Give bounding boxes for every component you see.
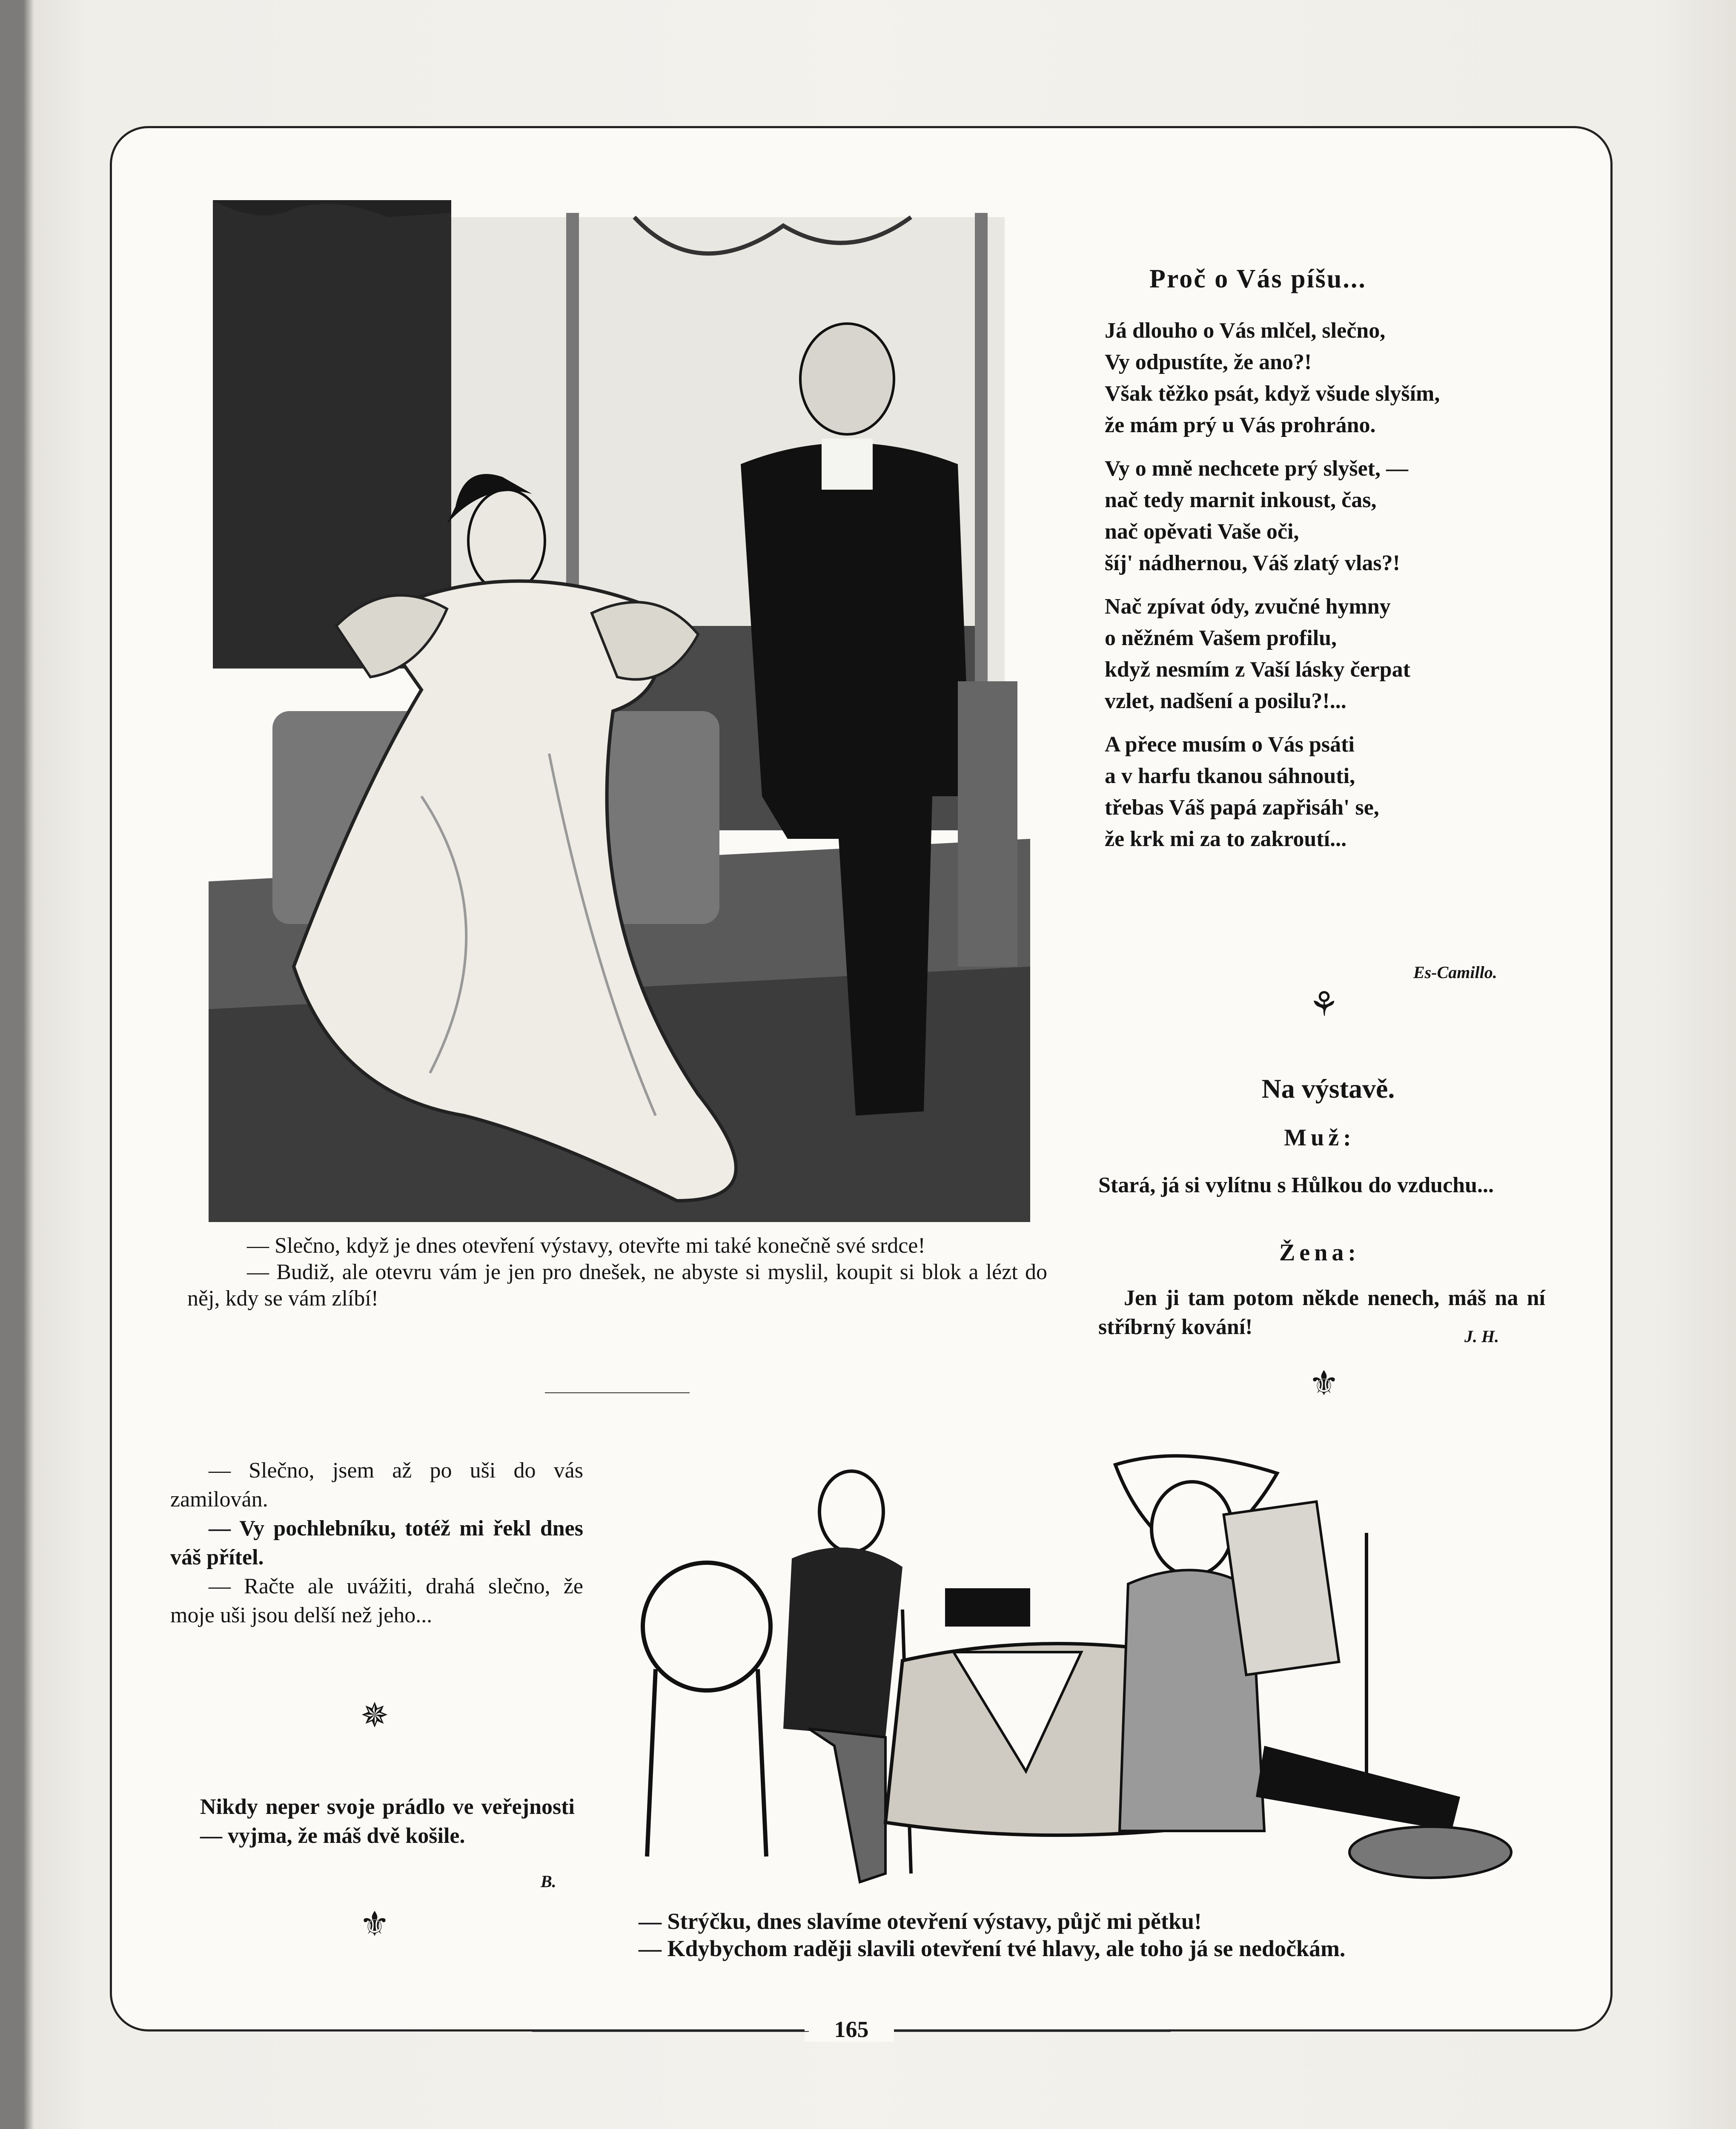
poem-title: Proč o Vás píšu... bbox=[1149, 264, 1366, 293]
top-caption-line2: — Budiž, ale otevru vám je jen pro dnešek, ne abyste si myslil, koupit si blok a lézt do něj, kdy se vám zlíbí! bbox=[187, 1260, 1047, 1311]
ornament-icon-3: ✵ bbox=[360, 1697, 389, 1735]
poem-line: když nesmím z Vaší lásky čerpat bbox=[1105, 657, 1410, 682]
poem-body bbox=[1105, 315, 1552, 867]
poem-line: Však těžko psát, když všude slyším, bbox=[1105, 382, 1440, 406]
vystava-speaker-man: Muž: bbox=[1284, 1125, 1355, 1151]
poem-line: Já dlouho o Vás mlčel, slečno, bbox=[1105, 318, 1386, 343]
salon-illustration bbox=[209, 200, 1030, 1222]
cafe-illustration bbox=[630, 1448, 1524, 1908]
poem-line: že krk mi za to zakroutí... bbox=[1105, 827, 1347, 851]
page-rule-right bbox=[894, 2031, 1171, 2032]
bottom-caption-line1: — Strýčku, dnes slavíme otevření výstavy, půjč mi pětku! bbox=[639, 1908, 1202, 1934]
left-joke bbox=[170, 1456, 583, 1630]
poem-author: Es-Camillo. bbox=[1413, 963, 1497, 982]
poem-line: Nač zpívat ódy, zvučné hymny bbox=[1105, 594, 1391, 619]
poem-line: že mám prý u Vás prohráno. bbox=[1105, 413, 1376, 437]
ornament-icon-1: ⚘ bbox=[1309, 986, 1339, 1024]
poem-line: nač tedy marnit inkoust, čas, bbox=[1105, 488, 1377, 512]
aphorism-author: B. bbox=[541, 1872, 556, 1891]
poem-stanza-3 bbox=[1105, 591, 1552, 717]
poem-line: o něžném Vašem profilu, bbox=[1105, 626, 1337, 650]
bottom-caption-line2: — Kdybychom raději slavili otevření tvé hlavy, ale toho já se nedočkám. bbox=[639, 1936, 1346, 1961]
poem-line: a v harfu tkanou sáhnouti, bbox=[1105, 764, 1355, 788]
page-rule-left bbox=[532, 2031, 809, 2032]
page-number: 165 bbox=[834, 2017, 869, 2042]
poem-stanza-4 bbox=[1105, 729, 1552, 855]
poem-stanza-2 bbox=[1105, 453, 1552, 579]
top-caption bbox=[187, 1233, 1047, 1312]
left-joke-line3: — Račte ale uvážiti, drahá slečno, že moje uši jsou delší než jeho... bbox=[170, 1574, 583, 1627]
poem-line: nač opěvati Vaše oči, bbox=[1105, 519, 1299, 544]
vystava-speaker-woman: Žena: bbox=[1279, 1240, 1360, 1266]
poem-line: A přece musím o Vás psáti bbox=[1105, 732, 1355, 757]
bottom-caption bbox=[639, 1908, 1537, 1962]
poem-line: Vy o mně nechcete prý slyšet, — bbox=[1105, 456, 1408, 481]
left-joke-line2: — Vy pochlebníku, totéž mi řekl dnes váš přítel. bbox=[170, 1516, 583, 1569]
left-joke-line1: — Slečno, jsem až po uši do vás zamilován. bbox=[170, 1458, 583, 1512]
poem-line: vzlet, nadšení a posilu?!... bbox=[1105, 689, 1346, 713]
vystava-title: Na výstavě. bbox=[1261, 1073, 1395, 1104]
ornament-icon-4: ⚜ bbox=[359, 1906, 390, 1943]
poem-line: šíj' nádhernou, Váš zlatý vlas?! bbox=[1105, 551, 1400, 575]
vystava-text-woman: Jen ji tam potom někde nenech, máš na ní stříbrný kování! bbox=[1098, 1286, 1545, 1339]
poem-line: Vy odpustíte, že ano?! bbox=[1105, 350, 1312, 374]
poem-stanza-1 bbox=[1105, 315, 1552, 441]
vystava-author: J. H. bbox=[1464, 1327, 1499, 1346]
poem-line: třebas Váš papá zapřisáh' se, bbox=[1105, 795, 1379, 820]
ornament-icon-2: ⚜ bbox=[1309, 1365, 1339, 1403]
top-caption-line1: — Slečno, když je dnes otevření výstavy, otevřte mi také konečně své srdce! bbox=[247, 1234, 925, 1258]
vystava-text-man: Stará, já si vylítnu s Hůlkou do vzduchu... bbox=[1098, 1173, 1494, 1197]
aphorism-text: Nikdy neper svoje prádlo ve veřejnosti — vyjma, že máš dvě košile. bbox=[200, 1795, 575, 1848]
aphorism bbox=[200, 1793, 575, 1851]
divider-rule bbox=[545, 1392, 690, 1393]
